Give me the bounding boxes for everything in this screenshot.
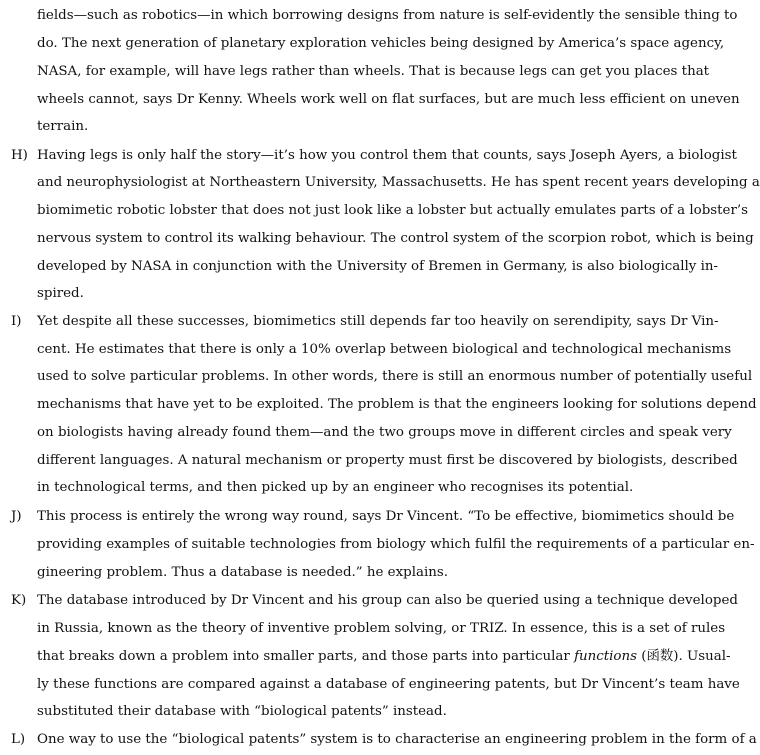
- text-line: substituted their database with “biological patents” instead.: [37, 704, 447, 719]
- paragraph-label: K): [11, 593, 27, 608]
- text-line: mechanisms that have yet to be exploited. The problem is that the engineers looking for solutions depend: [37, 397, 757, 412]
- text-line: in Russia, known as the theory of inventive problem solving, or TRIZ. In essence, this is a set of rules: [37, 621, 726, 636]
- text-line: wheels cannot, says Dr Kenny. Wheels work well on flat surfaces, but are much less efficient on uneven: [37, 92, 740, 107]
- text-line: ly these functions are compared against a database of engineering patents, but Dr Vincent’s team have: [37, 677, 740, 692]
- paragraph-label: J): [11, 509, 22, 524]
- text-line: biomimetic robotic lobster that does not just look like a lobster but actually emulates parts of a lobster’s: [37, 203, 748, 218]
- text-line: and neurophysiologist at Northeastern University, Massachusetts. He has spent recent years developing a: [37, 175, 760, 190]
- text-line: on biologists having already found them—and the two groups move in different circles and speak very: [37, 425, 732, 440]
- text-line: in technological terms, and then picked up by an engineer who recognises its potential.: [37, 480, 634, 495]
- text-line: Yet despite all these successes, biomimetics still depends far too heavily on serendipity, says Dr Vin-: [37, 314, 719, 329]
- text-line: One way to use the “biological patents” system is to characterise an engineering problem in the form of a: [37, 732, 757, 747]
- paragraph-label: H): [11, 148, 28, 163]
- text-line: gineering problem. Thus a database is needed.” he explains.: [37, 565, 449, 580]
- text-line: [37, 647, 731, 667]
- italic-term: functions: [574, 649, 637, 664]
- text-line: Having legs is only half the story—it’s how you control them that counts, says Joseph Ayers, a biologist: [37, 148, 737, 163]
- text-line: different languages. A natural mechanism or property must first be discovered by biologists, described: [37, 453, 738, 468]
- text-line: used to solve particular problems. In other words, there is still an enormous number of potentially useful: [37, 369, 753, 384]
- text-line: This process is entirely the wrong way round, says Dr Vincent. “To be effective, biomimetics should be: [37, 509, 735, 524]
- text-line: nervous system to control its walking behaviour. The control system of the scorpion robot, which is being: [37, 231, 754, 246]
- text-line: terrain.: [37, 119, 89, 134]
- paragraph-label: I): [11, 314, 22, 329]
- text-span: that breaks down a problem into smaller parts, and those parts into particular: [37, 649, 575, 664]
- text-span: (函数). Usual-: [637, 649, 731, 664]
- text-line: spired.: [37, 286, 84, 301]
- text-line: The database introduced by Dr Vincent and his group can also be queried using a technique developed: [37, 593, 738, 608]
- text-line: fields—such as robotics—in which borrowing designs from nature is self-evidently the sensible thing to: [37, 8, 738, 23]
- text-line: providing examples of suitable technologies from biology which fulfil the requirements of a particular en-: [37, 537, 755, 552]
- paragraph-label: L): [11, 732, 26, 747]
- text-line: NASA, for example, will have legs rather than wheels. That is because legs can get you places that: [37, 64, 710, 79]
- text-line: developed by NASA in conjunction with the University of Bremen in Germany, is also biologically in-: [37, 259, 719, 274]
- text-line: do. The next generation of planetary exploration vehicles being designed by America’s space agency,: [37, 36, 725, 51]
- text-line: cent. He estimates that there is only a 10% overlap between biological and technological mechanisms: [37, 342, 732, 357]
